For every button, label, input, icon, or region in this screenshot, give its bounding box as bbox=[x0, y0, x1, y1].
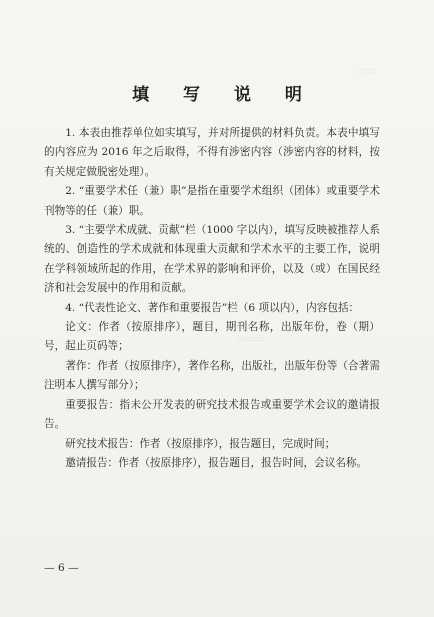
instructions-body bbox=[44, 124, 380, 473]
paragraph-2: 2. “重要学术任（兼）职”是指在重要学术组织（团体）或重要学术刊物等的任（兼）职。 bbox=[44, 185, 380, 217]
paragraph-3: 3. “主要学术成就、贡献”栏（1000 字以内），填写反映被推荐人系统的、创造性的学术成就和体现重大贡献和学术水平的主要工作，说明在学科领域所起的作用，在学术界的影响和评价，以及（或）在国民经济和社会发展中的作用和贡献。 bbox=[44, 224, 380, 295]
paragraph-1: 1. 本表由推荐单位如实填写，并对所提供的材料负责。本表中填写的内容应为 2016 年之后取得，不得有涉密内容（涉密内容的材料，按有关规定做脱密处理）。 bbox=[44, 127, 380, 178]
page-number: — 6 — bbox=[44, 562, 79, 574]
paragraph-invited-reports: 邀请报告：作者（按原排序），报告题目，报告时间，会议名称。 bbox=[65, 456, 368, 469]
paragraph-books: 著作：作者（按原排序），著作名称，出版社，出版年份等（合著需注明本人撰写部分）； bbox=[44, 359, 380, 392]
bleed-through-mark: ▭▭▭ bbox=[236, 334, 265, 345]
paragraph-4: 4. “代表性论文、著作和重要报告”栏（6 项以内），内容包括： bbox=[65, 301, 360, 314]
bleed-through-mark: ▭▭ bbox=[358, 66, 377, 77]
paragraph-research-reports: 研究技术报告：作者（按原排序），报告题目，完成时间； bbox=[65, 437, 336, 450]
paragraph-papers: 论文：作者（按原排序），题目，期刊名称，出版年份，卷（期）号，起止页码等； bbox=[44, 321, 380, 353]
paragraph-reports: 重要报告：指未公开发表的研究技术报告或重要学术会议的邀请报告。 bbox=[44, 398, 380, 431]
page-title: 填 写 说 明 bbox=[132, 85, 316, 105]
